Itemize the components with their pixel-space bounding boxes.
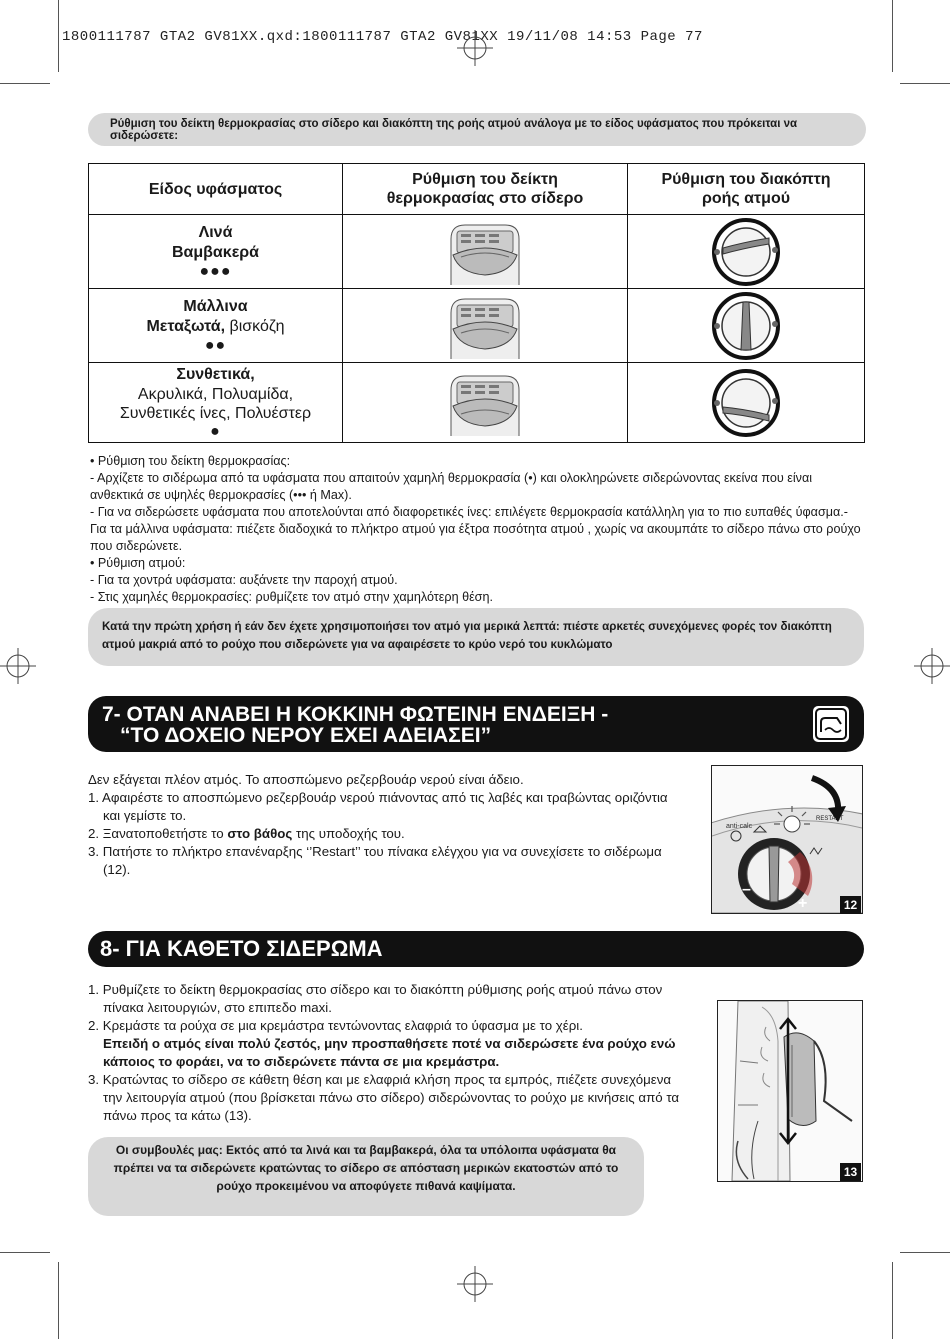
section-7-intro: Δεν εξάγεται πλέον ατμός. Το αποσπώμενο ρεζερβουάρ νερού είναι άδειο. <box>88 772 524 787</box>
note-line: • Ρύθμιση του δείκτη θερμοκρασίας: <box>90 454 291 468</box>
fabric-name: Λινά <box>198 223 233 241</box>
fabric-name: Συνθετικά, <box>176 365 255 383</box>
iron-dial-medium-icon <box>441 293 529 359</box>
fabric-cell <box>89 215 343 289</box>
section-7-heading <box>88 696 864 752</box>
registration-mark-icon <box>457 1266 493 1302</box>
anti-calc-label: anti-calc <box>726 823 753 830</box>
temperature-dots: ●●● <box>199 262 232 280</box>
section-8-heading: 8- ΓΙΑ ΚΑΘΕΤΟ ΣΙΔΕΡΩΜΑ <box>88 931 864 967</box>
registration-mark-icon <box>0 648 36 684</box>
iron-temperature-cell <box>343 363 628 443</box>
iron-temperature-cell <box>343 215 628 289</box>
crop-mark <box>900 83 950 84</box>
fabric-name-extra: Συνθετικές ίνες, Πολυέστερ <box>119 404 312 422</box>
table-row <box>89 215 865 289</box>
section-8-text <box>88 981 688 1125</box>
note-line: - Αρχίζετε το σιδέρωμα από τα υφάσματα που απαιτούν χαμηλή θερμοκρασία (•) και ολοκληρώνετε σιδερώνοντας εκείνα που είναι ανθεκτικά σε υψηλές θερμοκρασίες (••• ή Max). <box>90 471 813 502</box>
crop-mark <box>58 1262 59 1339</box>
header-temperature-setting: Ρύθμιση του δείκτη θερμοκρασίας στο σίδερο <box>343 164 628 215</box>
section-7-step: 3. Πατήστε το πλήκτρο επανέναρξης ‘’Restart’’ του πίνακα ελέγχου για να συνεχίσετε το σιδέρωμα (12). <box>88 844 662 877</box>
tip-advice: Οι συμβουλές μας: Εκτός από τα λινά και τα βαμβακερά, όλα τα υπόλοιπα υφάσματα θα πρέπει να τα σιδερώνετε κρατώντας το σίδερο σε απόσταση μερικών εκατοστών από το ρούχο προκειμένου να αποφύγετε πιθανά καψίματα. <box>88 1137 644 1216</box>
note-line: - Για να σιδερώσετε υφάσματα που αποτελούνται από διαφορετικές ίνες: επιλέγετε θερμοκρασία κατάλληλη για το πιο ευπαθές ύφασμα.- Για τα μάλλινα υφάσματα: πιέζετε διαδοχικά το πλήκτρο ατμού για έξτρα ποσότητα ατμού , χωρίς να ακουμπάτε το σίδερο πάνω στο ρούχο που σιδερώνετε. <box>90 505 861 553</box>
note-line: - Για τα χοντρά υφάσματα: αυξάνετε την παροχή ατμού. <box>90 573 398 587</box>
steam-dial-cell <box>628 215 865 289</box>
steam-dial-cell <box>628 363 865 443</box>
crop-mark <box>58 0 59 72</box>
steam-dial-medium-icon <box>705 292 787 360</box>
svg-text:+: + <box>798 895 808 912</box>
settings-notes <box>90 453 865 606</box>
temperature-dots: ●● <box>204 336 227 354</box>
temperature-dots: ● <box>210 422 221 440</box>
fabric-name: Μάλλινα <box>183 297 248 315</box>
iron-temperature-cell <box>343 289 628 363</box>
crop-mark <box>892 1262 893 1339</box>
steam-dial-max-icon <box>705 218 787 286</box>
registration-mark-icon <box>457 30 493 66</box>
steam-dial-low-icon <box>705 369 787 437</box>
registration-mark-icon <box>914 648 950 684</box>
header-fabric-type: Είδος υφάσματος <box>89 164 343 215</box>
crop-mark <box>0 1252 50 1253</box>
fabric-cell <box>89 289 343 363</box>
table-row <box>89 363 865 443</box>
fabric-name-extra: βισκόζη <box>225 317 285 335</box>
crop-mark <box>892 0 893 72</box>
section-7-step: 1. Αφαιρέστε το αποσπώμενο ρεζερβουάρ νερού πιάνοντας από τις λαβές και τραβώντας οριζόντια και γεμίστε το. <box>88 790 668 823</box>
fabric-name: Μεταξωτά, <box>146 317 226 335</box>
fabric-name: Βαμβακερά <box>171 243 260 261</box>
table-row <box>89 289 865 363</box>
note-line: • Ρύθμιση ατμού: <box>90 556 186 570</box>
print-header: 1800111787 GTA2 GV81XX.qxd:1800111787 GTA2 GV81XX 19/11/08 14:53 Page 77 <box>62 29 703 45</box>
crop-mark <box>0 83 50 84</box>
emphasis: στο βάθος <box>227 826 293 841</box>
svg-text:–: – <box>742 881 751 898</box>
figure-12-number: 12 <box>840 896 861 914</box>
iron-dial-low-icon <box>441 370 529 436</box>
section-8-step: 1. Ρυθμίζετε το δείκτη θερμοκρασίας στο σίδερο και το διακόπτη ρύθμισης ροής ατμού πάνω στον πίνακα λειτουργιών, στο επιπεδο maxi. <box>88 982 663 1015</box>
section-8-step: 3. Κρατώντας το σίδερο σε κάθετη θέση και με ελαφριά κλήση προς τα εμπρός, πιέζετε συνεχόμενα την λειτουργία ατμού (που βρίσκεται πάνω στο σίδερο) σιδερώνοντας το ρούχο με κινήσεις από τα πάνω προς τα κάτω (13). <box>88 1072 680 1123</box>
figure-13-vertical-ironing <box>717 1000 863 1182</box>
figure-13-number: 13 <box>840 1163 861 1181</box>
first-use-warning: Κατά την πρώτη χρήση ή εάν δεν έχετε χρησιμοποιήσει τον ατμό για μερικά λεπτά: πιέστε αρκετές συνεχόμενες φορές τον διακόπτη ατμού μακριά από το ρούχο που σιδερώνετε για να αφαιρέσετε το κρύο νερό του κυκλώματο <box>88 608 864 666</box>
note-line: - Στις χαμηλές θερμοκρασίες: ρυθμίζετε τον ατμό στην χαμηλότερη θέση. <box>90 590 493 604</box>
empty-tank-icon <box>813 706 849 742</box>
fabric-settings-table <box>88 163 865 443</box>
intro-instruction: Ρύθμιση του δείκτη θερμοκρασίας στο σίδερο και διακόπτη της ροής ατμού ανάλογα με το είδος υφάσματος που πρόκειται να σιδερώσετε: <box>88 113 866 146</box>
section-7-title-line1: 7- ΟΤΑΝ ΑΝΑΒΕΙ Η ΚΟΚΚΙΝΗ ΦΩΤΕΙΝΗ ΕΝΔΕΙΞΗ - <box>102 703 609 726</box>
fabric-name-extra: Ακρυλικά, Πολυαμίδα, <box>137 385 294 403</box>
iron-dial-max-icon <box>441 219 529 285</box>
section-8-safety-warning: Επειδή ο ατμός είναι πολύ ζεστός, μην προσπαθήσετε ποτέ να σιδερώσετε ένα ρούχο ενώ κάποιος το φοράει, να το σιδερώνετε πάντα σε μια κρεμάστρα. <box>103 1036 676 1069</box>
figure-12-restart-panel <box>711 765 863 914</box>
header-steam-setting: Ρύθμιση του διακόπτη ροής ατμού <box>628 164 865 215</box>
fabric-cell <box>89 363 343 443</box>
steam-dial-cell <box>628 289 865 363</box>
table-header-row <box>89 164 865 215</box>
section-7-step: 2. Ξανατοποθετήστε το στο βάθος της υποδοχής του. <box>88 826 405 841</box>
crop-mark <box>900 1252 950 1253</box>
section-7-text <box>88 771 688 879</box>
section-8-step: 2. Κρεμάστε τα ρούχα σε μια κρεμάστρα τεντώνοντας ελαφριά το ύφασμα με το χέρι. <box>88 1018 583 1033</box>
section-7-title-line2: “ΤΟ ΔΟΧΕΙΟ ΝΕΡΟΥ ΕΧΕΙ ΑΔΕΙΑΣΕΙ” <box>120 724 492 747</box>
restart-label: RESTART <box>816 816 844 822</box>
